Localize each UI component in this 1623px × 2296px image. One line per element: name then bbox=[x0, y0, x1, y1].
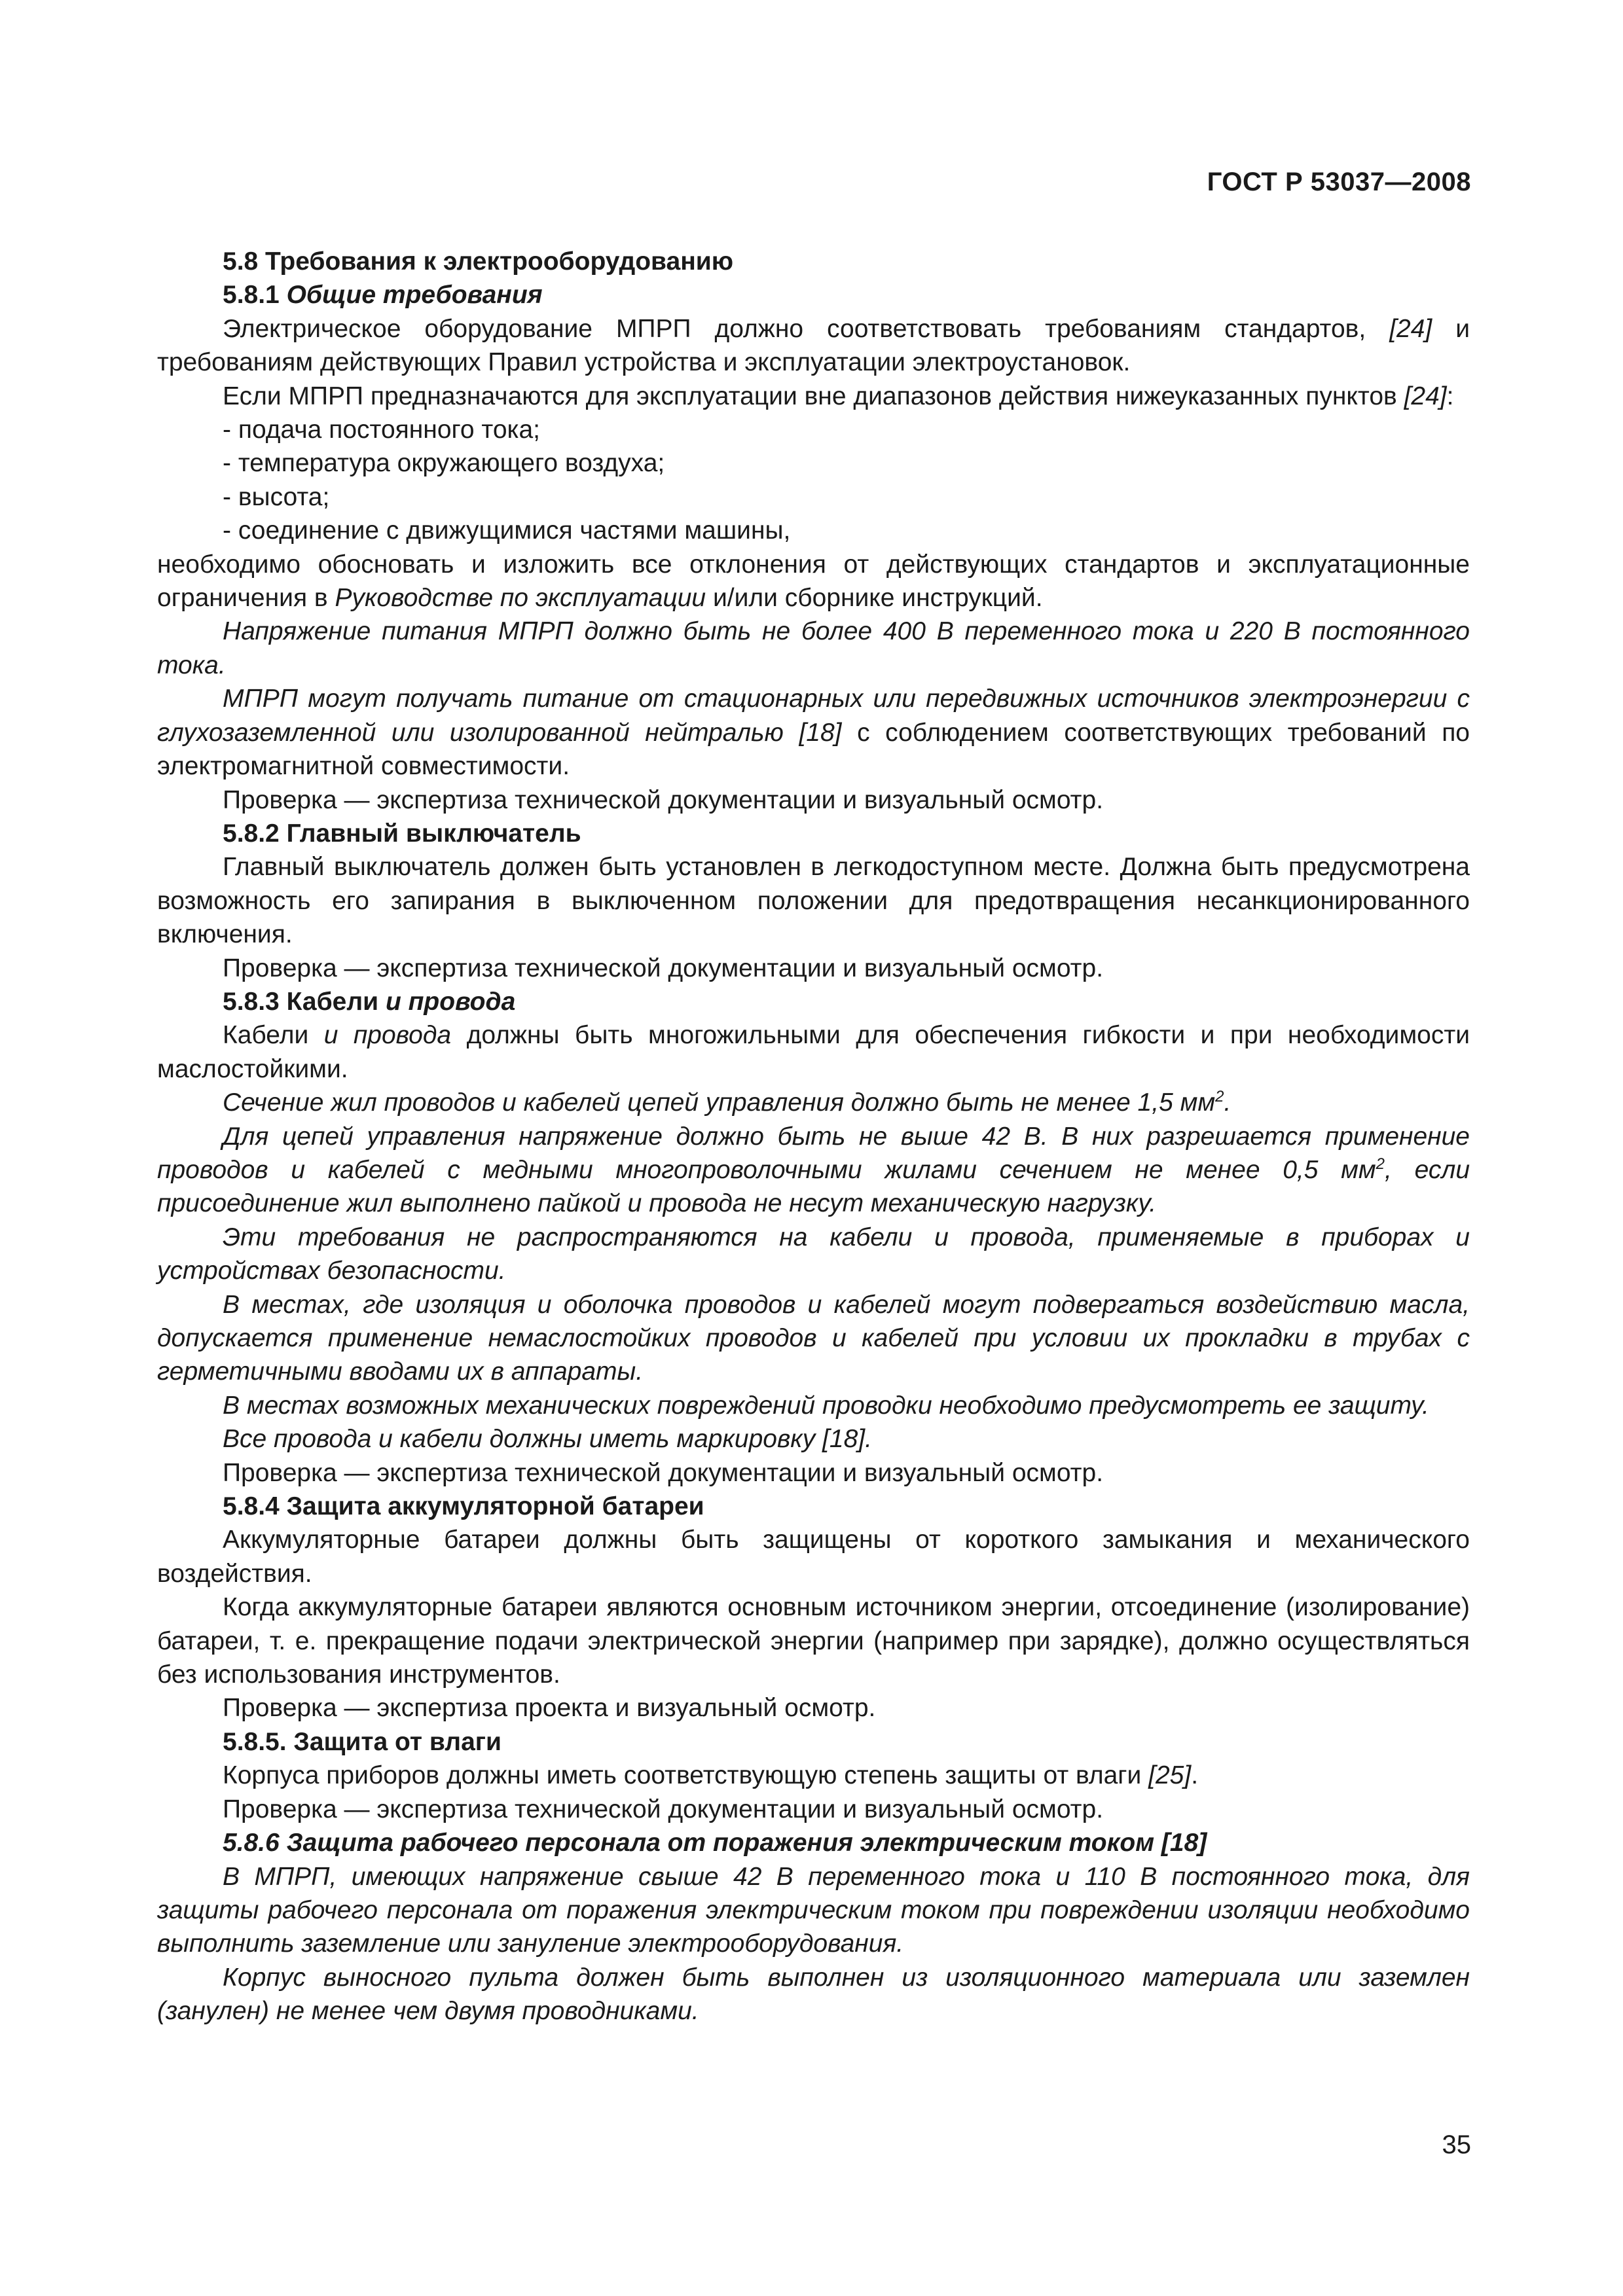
check-paragraph: Проверка — экспертиза технической документации и визуальный осмотр. bbox=[223, 1795, 1104, 1823]
paragraph bbox=[157, 1018, 1470, 1086]
paragraph: В местах, где изоляция и оболочка проводов и кабелей могут подвергаться воздействию масла, допускается применение немаслостойких проводов и кабелей при условии их прокладки в трубах с герметичными вводами их в аппараты. bbox=[157, 1290, 1470, 1386]
check-paragraph: Проверка — экспертиза технической документации и визуальный осмотр. bbox=[223, 954, 1104, 982]
paragraph: Эти требования не распространяются на кабели и провода, применяемые в приборах и устройствах безопасности. bbox=[157, 1223, 1470, 1285]
text: Для цепей управления напряжение должно быть не выше 42 В. В них разрешается применение проводов и кабелей с медными многопроволочными жилами сечением не менее 0,5 мм bbox=[157, 1122, 1470, 1184]
text: и требованиям действующих Правил устройства и эксплуатации электроустановок. bbox=[157, 314, 1470, 377]
paragraph bbox=[157, 312, 1470, 380]
heading-5-8-1-title: Общие требования bbox=[286, 281, 543, 310]
text: должны быть многожильными для обеспечения гибкости и при необходимости маслостойкими. bbox=[157, 1021, 1470, 1083]
text: необходимо обосновать и изложить все отклонения от действующих стандартов и эксплуатационные ограничения в bbox=[157, 550, 1470, 613]
paragraph bbox=[157, 380, 1470, 413]
reference: [25] bbox=[1148, 1761, 1192, 1790]
text: . bbox=[1191, 1761, 1199, 1790]
text: . bbox=[1224, 1088, 1231, 1117]
check-paragraph: Проверка — экспертиза проекта и визуальный осмотр. bbox=[223, 1694, 876, 1723]
paragraph: Все провода и кабели должны иметь маркировку [18]. bbox=[223, 1425, 872, 1454]
list-item: - подача постоянного тока; bbox=[223, 416, 540, 444]
text: с соблюдением соответствующих требований по электромагнитной совместимости. bbox=[157, 718, 1470, 781]
italic-text: и провода bbox=[323, 1021, 452, 1050]
heading-5-8-3-number: 5.8.3 bbox=[223, 987, 280, 1016]
paragraph: В МПРП, имеющих напряжение свыше 42 В переменного тока и 110 В постоянного тока, для защиты рабочего персонала от поражения электрическим током при повреждении изоляции необходимо выполнить заземление или зануление электрооборудования. bbox=[157, 1862, 1470, 1958]
text: Сечение жил проводов и кабелей цепей управления должно быть не менее 1,5 мм bbox=[223, 1088, 1216, 1117]
superscript: 2 bbox=[1376, 1155, 1385, 1173]
list-item: - высота; bbox=[223, 482, 330, 511]
text: Корпуса приборов должны иметь соответствующую степень защиты от влаги bbox=[223, 1761, 1149, 1790]
running-header-standard: ГОСТ Р 53037—2008 bbox=[1207, 168, 1471, 196]
paragraph bbox=[157, 1759, 1470, 1792]
heading-5-8: 5.8 Требования к электрооборудованию bbox=[223, 247, 734, 276]
heading-5-8-3-title: Кабели bbox=[286, 987, 379, 1016]
document-body bbox=[157, 245, 1470, 2028]
heading-5-8-3 bbox=[157, 985, 1470, 1018]
paragraph: Корпус выносного пульта должен быть выполнен из изоляционного материала или заземлен (занулен) не менее чем двумя проводниками. bbox=[157, 1963, 1470, 2026]
list-item: - температура окружающего воздуха; bbox=[223, 449, 665, 478]
text: Электрическое оборудование МПРП должно соответствовать требованиям стандартов, bbox=[223, 314, 1390, 343]
italic-text: Руководстве по эксплуатации bbox=[335, 584, 706, 613]
paragraph: Напряжение питания МПРП должно быть не более 400 В переменного тока и 220 В постоянного тока. bbox=[157, 617, 1470, 679]
reference: [24] bbox=[1404, 382, 1447, 410]
list-item: - соединение с движущимися частями машины, bbox=[223, 516, 791, 545]
page-number: 35 bbox=[1442, 2130, 1471, 2159]
superscript: 2 bbox=[1215, 1088, 1224, 1106]
heading-5-8-4: 5.8.4 Защита аккумуляторной батареи bbox=[223, 1492, 704, 1521]
heading-5-8-5: 5.8.5. Защита от влаги bbox=[223, 1727, 501, 1756]
paragraph: Когда аккумуляторные батареи являются основным источником энергии, отсоединение (изолирование) батареи, т. е. прекращение подачи электрической энергии (например при зарядке), должно осуществляться без использования инструментов. bbox=[157, 1593, 1470, 1689]
heading-5-8-2: 5.8.2 Главный выключатель bbox=[223, 819, 581, 848]
check-paragraph: Проверка — экспертиза технической документации и визуальный осмотр. bbox=[223, 1458, 1104, 1487]
italic-text: МПРП могут получать питание от стационарных или передвижных источников электроэнергии с глухозаземленной или изолированной нейтралью [18] bbox=[157, 685, 1470, 747]
paragraph bbox=[157, 1086, 1470, 1119]
text: : bbox=[1446, 382, 1454, 410]
paragraph bbox=[157, 1120, 1470, 1221]
paragraph bbox=[157, 548, 1470, 615]
heading-5-8-3-title-italic: и провода bbox=[385, 987, 516, 1016]
paragraph: Главный выключатель должен быть установлен в легкодоступном месте. Должна быть предусмотрена возможность его запирания в выключенном положении для предотвращения несанкционированного включения. bbox=[157, 853, 1470, 949]
paragraph: В местах возможных механических повреждений проводки необходимо предусмотреть ее защиту. bbox=[223, 1391, 1429, 1420]
paragraph: Аккумуляторные батареи должны быть защищены от короткого замыкания и механического воздействия. bbox=[157, 1526, 1470, 1588]
reference: [24] bbox=[1389, 314, 1432, 343]
text: Если МПРП предназначаются для эксплуатации вне диапазонов действия нижеуказанных пунктов bbox=[223, 382, 1404, 410]
text: и/или сборнике инструкций. bbox=[706, 584, 1043, 613]
heading-5-8-1 bbox=[157, 278, 1470, 312]
check-paragraph: Проверка — экспертиза технической документации и визуальный осмотр. bbox=[223, 785, 1104, 814]
heading-5-8-6: 5.8.6 Защита рабочего персонала от поражения электрическим током [18] bbox=[223, 1829, 1207, 1857]
heading-5-8-1-number: 5.8.1 bbox=[223, 281, 280, 310]
text: Кабели bbox=[223, 1021, 324, 1050]
text: , если присоединение жил выполнено пайкой и провода не несут механическую нагрузку. bbox=[157, 1155, 1470, 1218]
paragraph bbox=[157, 682, 1470, 783]
